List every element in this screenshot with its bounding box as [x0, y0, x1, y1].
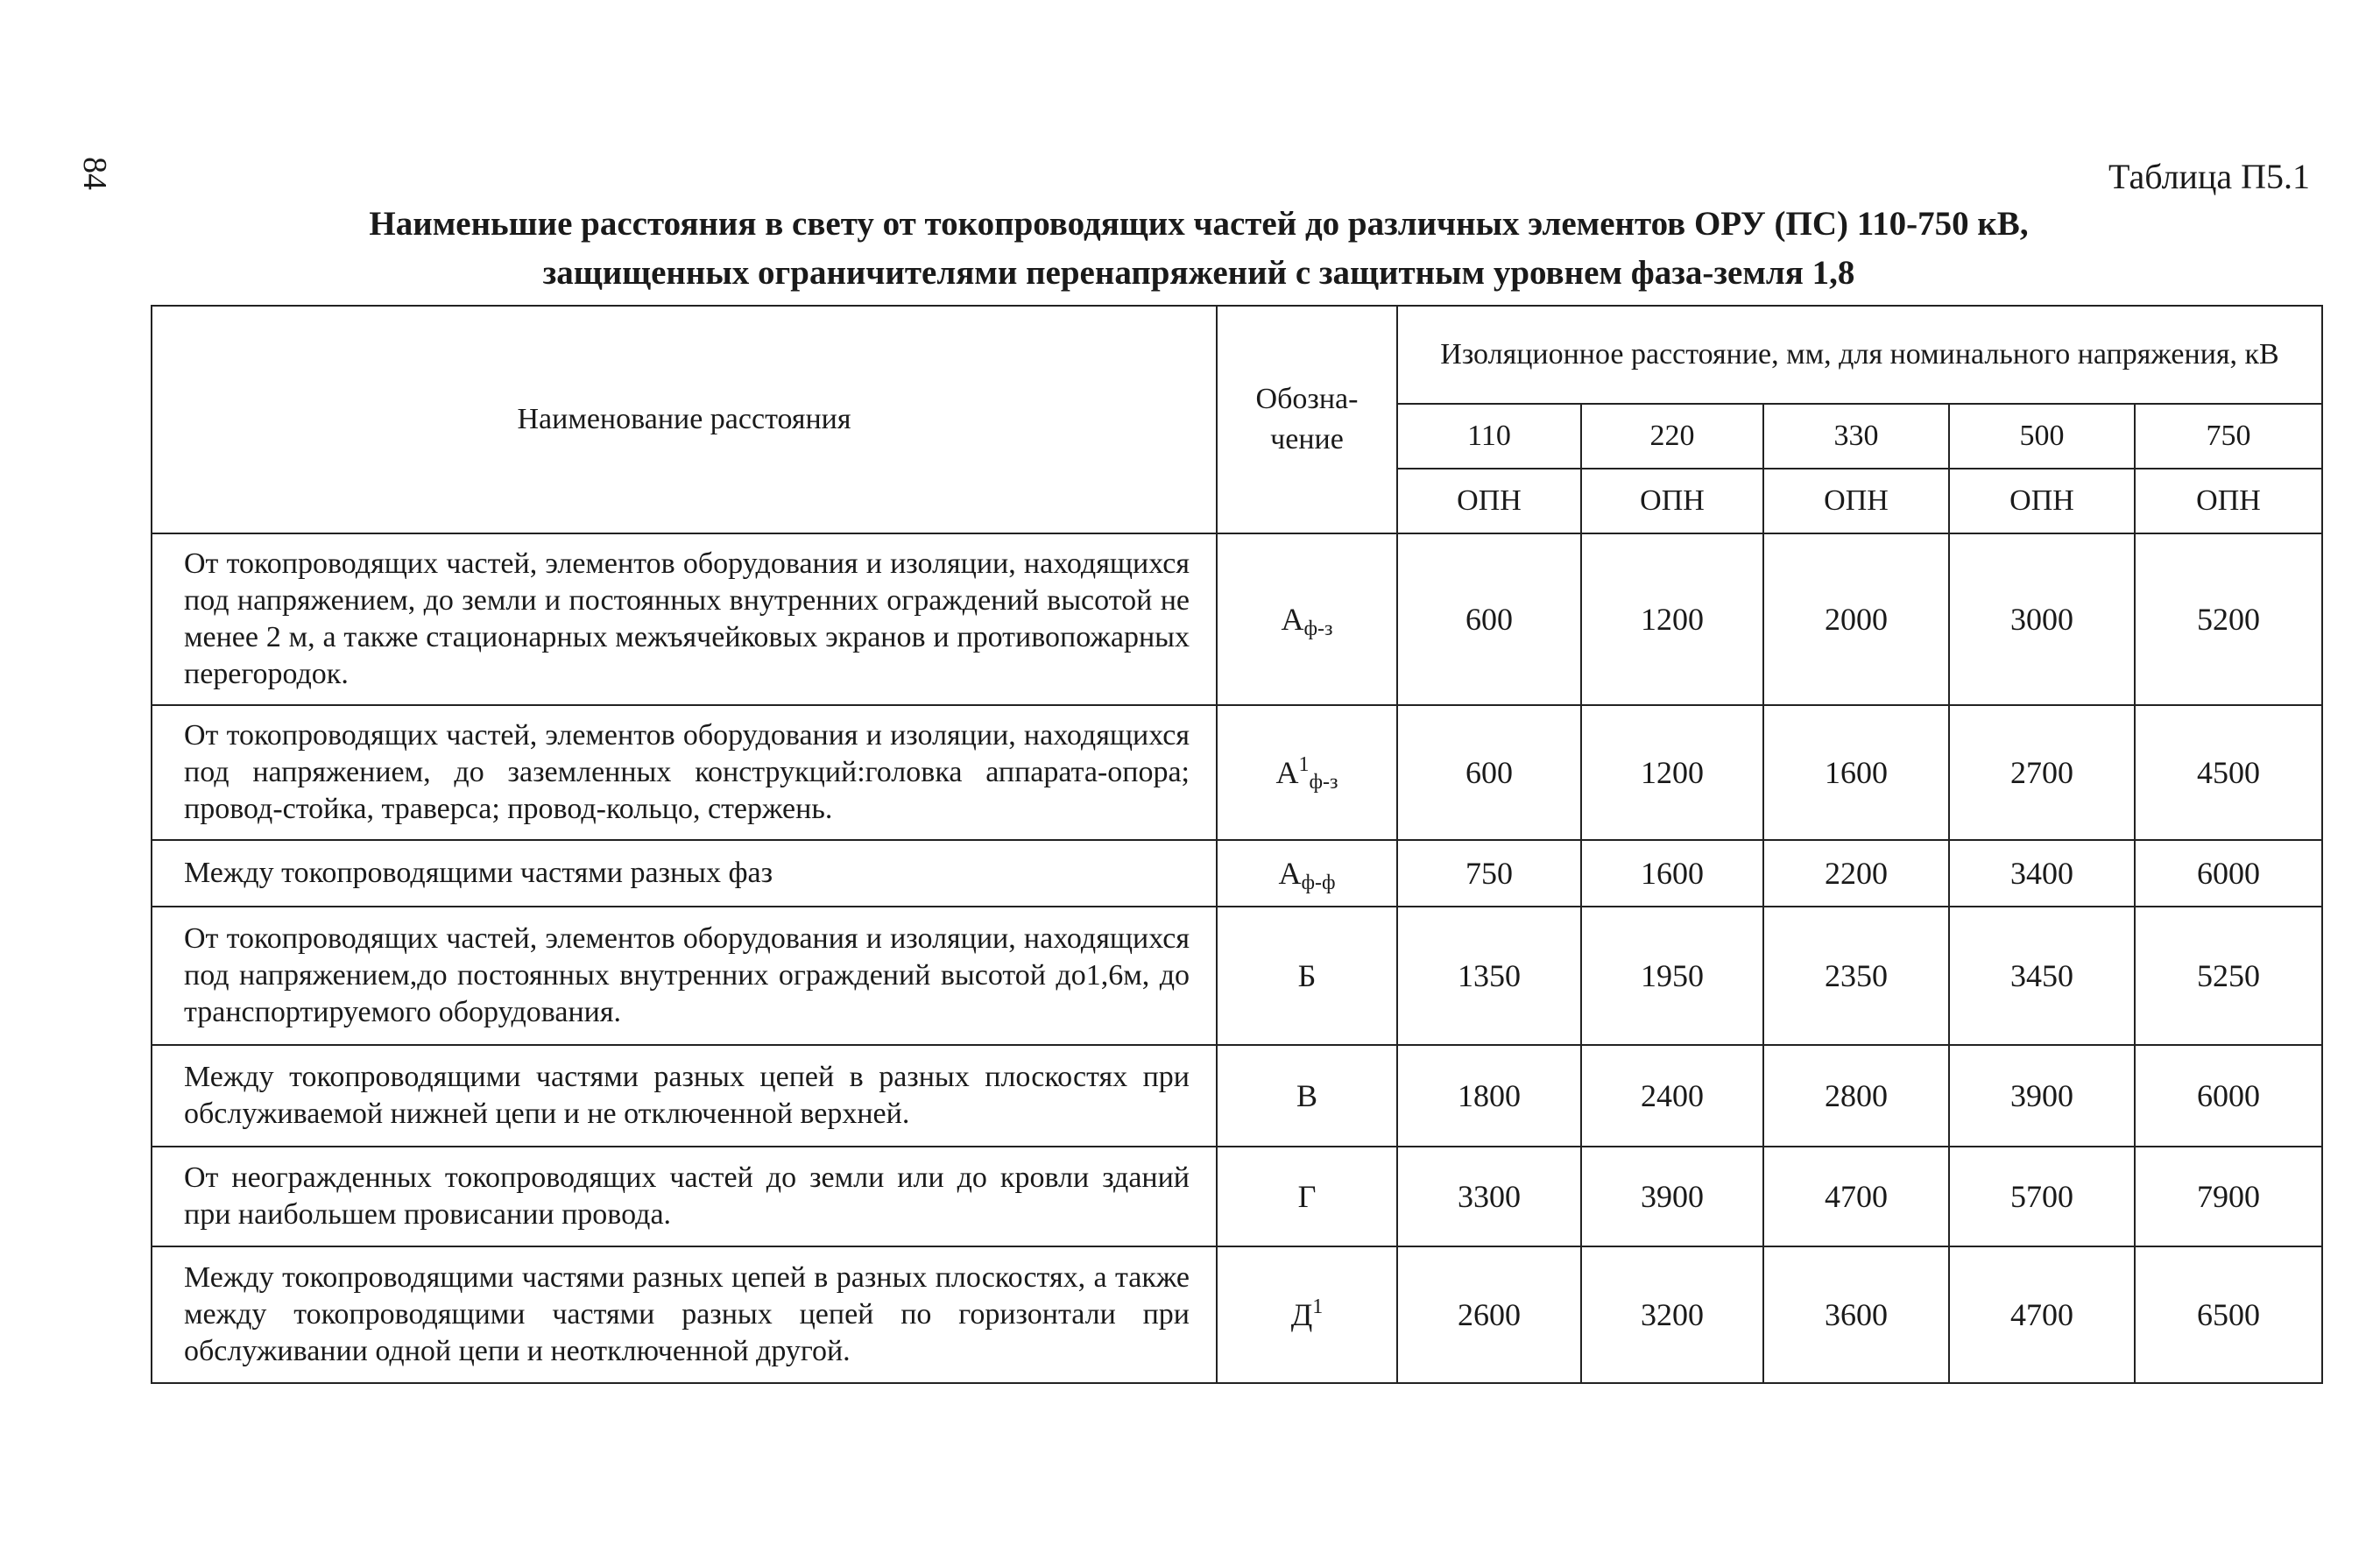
- distance-description: От токопроводящих частей, элементов оборудования и изоляции, находящихся под напряжением,до постоянных внутренних ограждений высотой до1,6м, до транспортируемого оборудования.: [152, 907, 1217, 1045]
- header-protection-type: ОПН: [1763, 469, 1949, 533]
- header-voltage: 220: [1581, 404, 1763, 469]
- value-cell: 5200: [2135, 533, 2322, 705]
- designation-letter: Г: [1297, 1179, 1317, 1214]
- page-number: 84: [76, 157, 113, 190]
- value-cell: 3200: [1581, 1246, 1763, 1383]
- designation-cell: [1217, 705, 1397, 840]
- designation-letter: А: [1275, 755, 1299, 790]
- designation-letter: Б: [1297, 958, 1317, 993]
- value-cell: 5250: [2135, 907, 2322, 1045]
- designation-cell: [1217, 1045, 1397, 1147]
- table-title-line-1: Наименьшие расстояния в свету от токопроводящих частей до различных элементов ОРУ (ПС) 110-750 кВ,: [369, 205, 2029, 243]
- value-cell: 1600: [1581, 840, 1763, 907]
- value-cell: 1950: [1581, 907, 1763, 1045]
- table-number: Таблица П5.1: [2108, 157, 2310, 196]
- header-distance-name: Наименование расстояния: [152, 306, 1217, 533]
- designation-letter: А: [1278, 856, 1302, 891]
- distance-description: Между токопроводящими частями разных цепей в разных плоскостях, а также между токопроводящими частями разных цепей по горизонтали при обслуживании одной цепи и неотключенной другой.: [152, 1246, 1217, 1383]
- value-cell: 3400: [1949, 840, 2135, 907]
- designation-cell: [1217, 533, 1397, 705]
- distance-description: От неогражденных токопроводящих частей до земли или до кровли зданий при наибольшем провисании провода.: [152, 1147, 1217, 1246]
- header-protection-type: ОПН: [1581, 469, 1763, 533]
- table-row: [152, 705, 2322, 840]
- value-cell: 600: [1397, 705, 1581, 840]
- header-designation: [1217, 306, 1397, 533]
- table-title: [149, 200, 2249, 298]
- designation-superscript: 1: [1298, 753, 1310, 776]
- value-cell: 6000: [2135, 1045, 2322, 1147]
- header-voltage: 110: [1397, 404, 1581, 469]
- header-voltage: 750: [2135, 404, 2322, 469]
- value-cell: 2700: [1949, 705, 2135, 840]
- value-cell: 1350: [1397, 907, 1581, 1045]
- designation-subscript: ф-ф: [1301, 872, 1336, 894]
- value-cell: 3600: [1763, 1246, 1949, 1383]
- value-cell: 4700: [1763, 1147, 1949, 1246]
- designation-subscript: ф-з: [1309, 771, 1338, 794]
- value-cell: 4700: [1949, 1246, 2135, 1383]
- header-voltage: 330: [1763, 404, 1949, 469]
- value-cell: 7900: [2135, 1147, 2322, 1246]
- value-cell: 750: [1397, 840, 1581, 907]
- designation-cell: [1217, 1147, 1397, 1246]
- distance-description: От токопроводящих частей, элементов оборудования и изоляции, находящихся под напряжением, до земли и постоянных внутренних ограждений высотой не менее 2 м, а также стационарных межъячейковых экранов и противопожарных перегородок.: [152, 533, 1217, 705]
- designation-letter: А: [1281, 602, 1304, 637]
- value-cell: 3900: [1949, 1045, 2135, 1147]
- designation-superscript: 1: [1312, 1295, 1324, 1318]
- designation-cell: [1217, 840, 1397, 907]
- header-insulation-distance: Изоляционное расстояние, мм, для номинального напряжения, кВ: [1397, 306, 2322, 404]
- value-cell: 1600: [1763, 705, 1949, 840]
- table-row: [152, 533, 2322, 705]
- table-body: [152, 533, 2322, 1383]
- designation-cell: [1217, 1246, 1397, 1383]
- distance-description: Между токопроводящими частями разных фаз: [152, 840, 1217, 907]
- designation-subscript: ф-з: [1303, 618, 1333, 640]
- table-row: [152, 840, 2322, 907]
- value-cell: 600: [1397, 533, 1581, 705]
- value-cell: 2600: [1397, 1246, 1581, 1383]
- table-row: [152, 1045, 2322, 1147]
- table-row: [152, 1246, 2322, 1383]
- value-cell: 1200: [1581, 705, 1763, 840]
- distances-table: [151, 305, 2323, 1384]
- value-cell: 1800: [1397, 1045, 1581, 1147]
- value-cell: 3450: [1949, 907, 2135, 1045]
- distance-description: Между токопроводящими частями разных цепей в разных плоскостях при обслуживаемой нижней цепи и не отключенной верхней.: [152, 1045, 1217, 1147]
- designation-letter: В: [1296, 1078, 1317, 1113]
- value-cell: 2000: [1763, 533, 1949, 705]
- value-cell: 1200: [1581, 533, 1763, 705]
- value-cell: 2400: [1581, 1045, 1763, 1147]
- header-designation-line-2: чение: [1270, 423, 1344, 455]
- value-cell: 3300: [1397, 1147, 1581, 1246]
- header-protection-type: ОПН: [1949, 469, 2135, 533]
- designation-letter: Д: [1290, 1297, 1313, 1332]
- value-cell: 3000: [1949, 533, 2135, 705]
- distance-description: От токопроводящих частей, элементов оборудования и изоляции, находящихся под напряжением, до заземленных конструкций:головка аппарата-опора; провод-стойка, траверса; провод-кольцо, стержень.: [152, 705, 1217, 840]
- designation-cell: [1217, 907, 1397, 1045]
- value-cell: 6500: [2135, 1246, 2322, 1383]
- value-cell: 2350: [1763, 907, 1949, 1045]
- header-protection-type: ОПН: [2135, 469, 2322, 533]
- value-cell: 2200: [1763, 840, 1949, 907]
- value-cell: 4500: [2135, 705, 2322, 840]
- table-title-line-2: защищенных ограничителями перенапряжений с защитным уровнем фаза-земля 1,8: [542, 254, 1855, 292]
- value-cell: 6000: [2135, 840, 2322, 907]
- table-header: [152, 306, 2322, 533]
- value-cell: 2800: [1763, 1045, 1949, 1147]
- header-voltage: 500: [1949, 404, 2135, 469]
- header-designation-line-1: Обозна-: [1255, 383, 1359, 415]
- header-protection-type: ОПН: [1397, 469, 1581, 533]
- table-row: [152, 1147, 2322, 1246]
- value-cell: 5700: [1949, 1147, 2135, 1246]
- value-cell: 3900: [1581, 1147, 1763, 1246]
- table-row: [152, 907, 2322, 1045]
